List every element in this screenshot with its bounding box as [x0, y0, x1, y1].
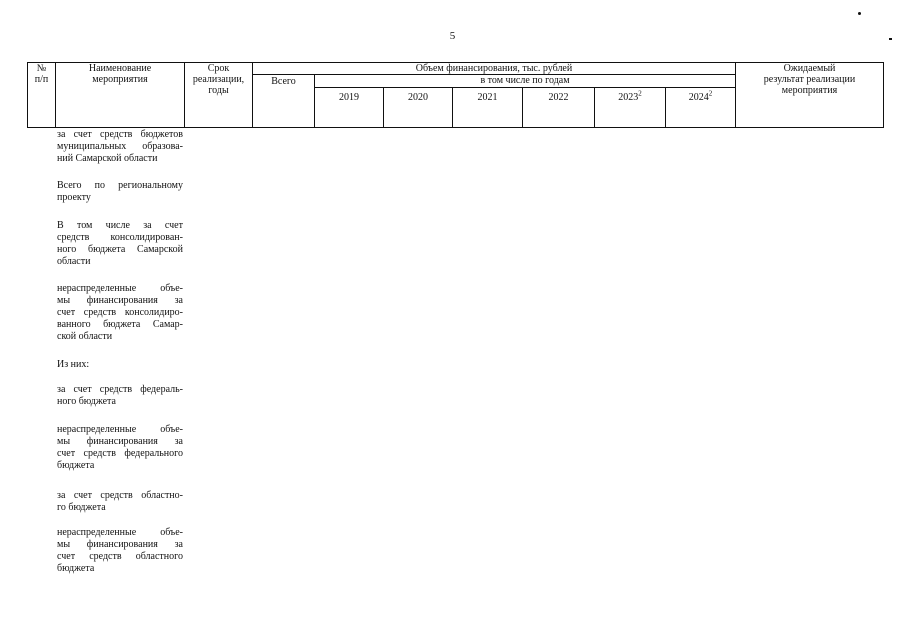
row-name-line: мы финансирования за [57, 436, 183, 447]
header-year-footnote: 2 [708, 89, 713, 98]
header-funding: Объем финансирования, тыс. рублей [415, 63, 573, 74]
header-no-line: п/п [34, 74, 49, 85]
header-total: Всего [271, 76, 296, 87]
header-year: 2022 [548, 92, 569, 103]
row-name [57, 220, 183, 268]
header-result-line: мероприятия [781, 85, 838, 96]
row-name [57, 359, 183, 371]
row-name-line: за счет средств бюджетов [57, 129, 183, 140]
header-line [27, 127, 884, 128]
row-name-line: счет средств консолидиро- [57, 307, 183, 318]
header-year: 2021 [477, 92, 498, 103]
header-year: 2020 [408, 92, 428, 103]
row-name-line: ний Самарской области [57, 153, 158, 164]
row-name-line: мы финансирования за [57, 295, 183, 306]
row-name-line: средств консолидирован- [57, 232, 183, 243]
row-name [57, 384, 183, 408]
page-number: 5 [449, 30, 456, 42]
row-name-line: мы финансирования за [57, 539, 183, 550]
scan-mark [858, 12, 861, 15]
row-name [57, 527, 183, 575]
header-year-footnote: 2 [638, 89, 642, 98]
scan-mark [889, 38, 892, 40]
row-name-line: го бюджета [57, 502, 106, 513]
row-name-line: Всего по региональному [57, 180, 183, 191]
header-year [666, 89, 735, 103]
row-name-line: ного бюджета Самарской [57, 244, 183, 255]
header-name-line: мероприятия [92, 74, 148, 85]
header-year: 2019 [339, 92, 359, 103]
row-name-line: проекту [57, 192, 91, 203]
header-result [736, 63, 883, 96]
row-name [57, 180, 183, 204]
header-term-line: годы [208, 85, 229, 96]
header-no-line: № [36, 63, 47, 74]
row-name-line: бюджета [57, 563, 95, 574]
header-line [314, 87, 735, 88]
header-name-line: Наименование [88, 63, 152, 74]
row-name-line: муниципальных образова- [57, 141, 183, 152]
row-name-line: В том числе за счет [57, 220, 183, 231]
row-name-line: ванного бюджета Самар- [57, 319, 183, 330]
row-name-line: бюджета [57, 460, 95, 471]
row-name-line: счет средств федерального [57, 448, 183, 459]
row-name-line: за счет средств областно- [57, 490, 183, 501]
header-year-label: 2023 [618, 92, 639, 103]
table-header [27, 62, 884, 128]
header-result-line: Ожидаемый [783, 63, 836, 74]
row-name-line: нераспределенные объе- [57, 283, 183, 294]
row-name-line: счет средств областного [57, 551, 183, 562]
header-term-line: Срок [207, 63, 230, 74]
row-name [57, 424, 183, 472]
header-line [883, 62, 884, 128]
row-name-line: нераспределенные объе- [57, 527, 183, 538]
header-by-years: в том числе по годам [480, 75, 570, 86]
row-name-line: нераспределенные объе- [57, 424, 183, 435]
header-year [595, 89, 665, 103]
row-name-line: Из них: [57, 359, 90, 370]
row-name-line: области [57, 256, 91, 267]
row-name-line: ской области [57, 331, 113, 342]
row-name [57, 283, 183, 343]
header-term [185, 63, 252, 96]
header-term-line: реализации, [192, 74, 245, 85]
header-year-label: 2024 [688, 92, 709, 103]
header-result-line: результат реализации [763, 74, 856, 85]
row-name [57, 129, 183, 165]
header-no [28, 63, 55, 85]
row-name-line: ного бюджета [57, 396, 116, 407]
row-name [57, 490, 183, 514]
row-name-line: за счет средств федераль- [57, 384, 183, 395]
header-name [56, 63, 184, 85]
